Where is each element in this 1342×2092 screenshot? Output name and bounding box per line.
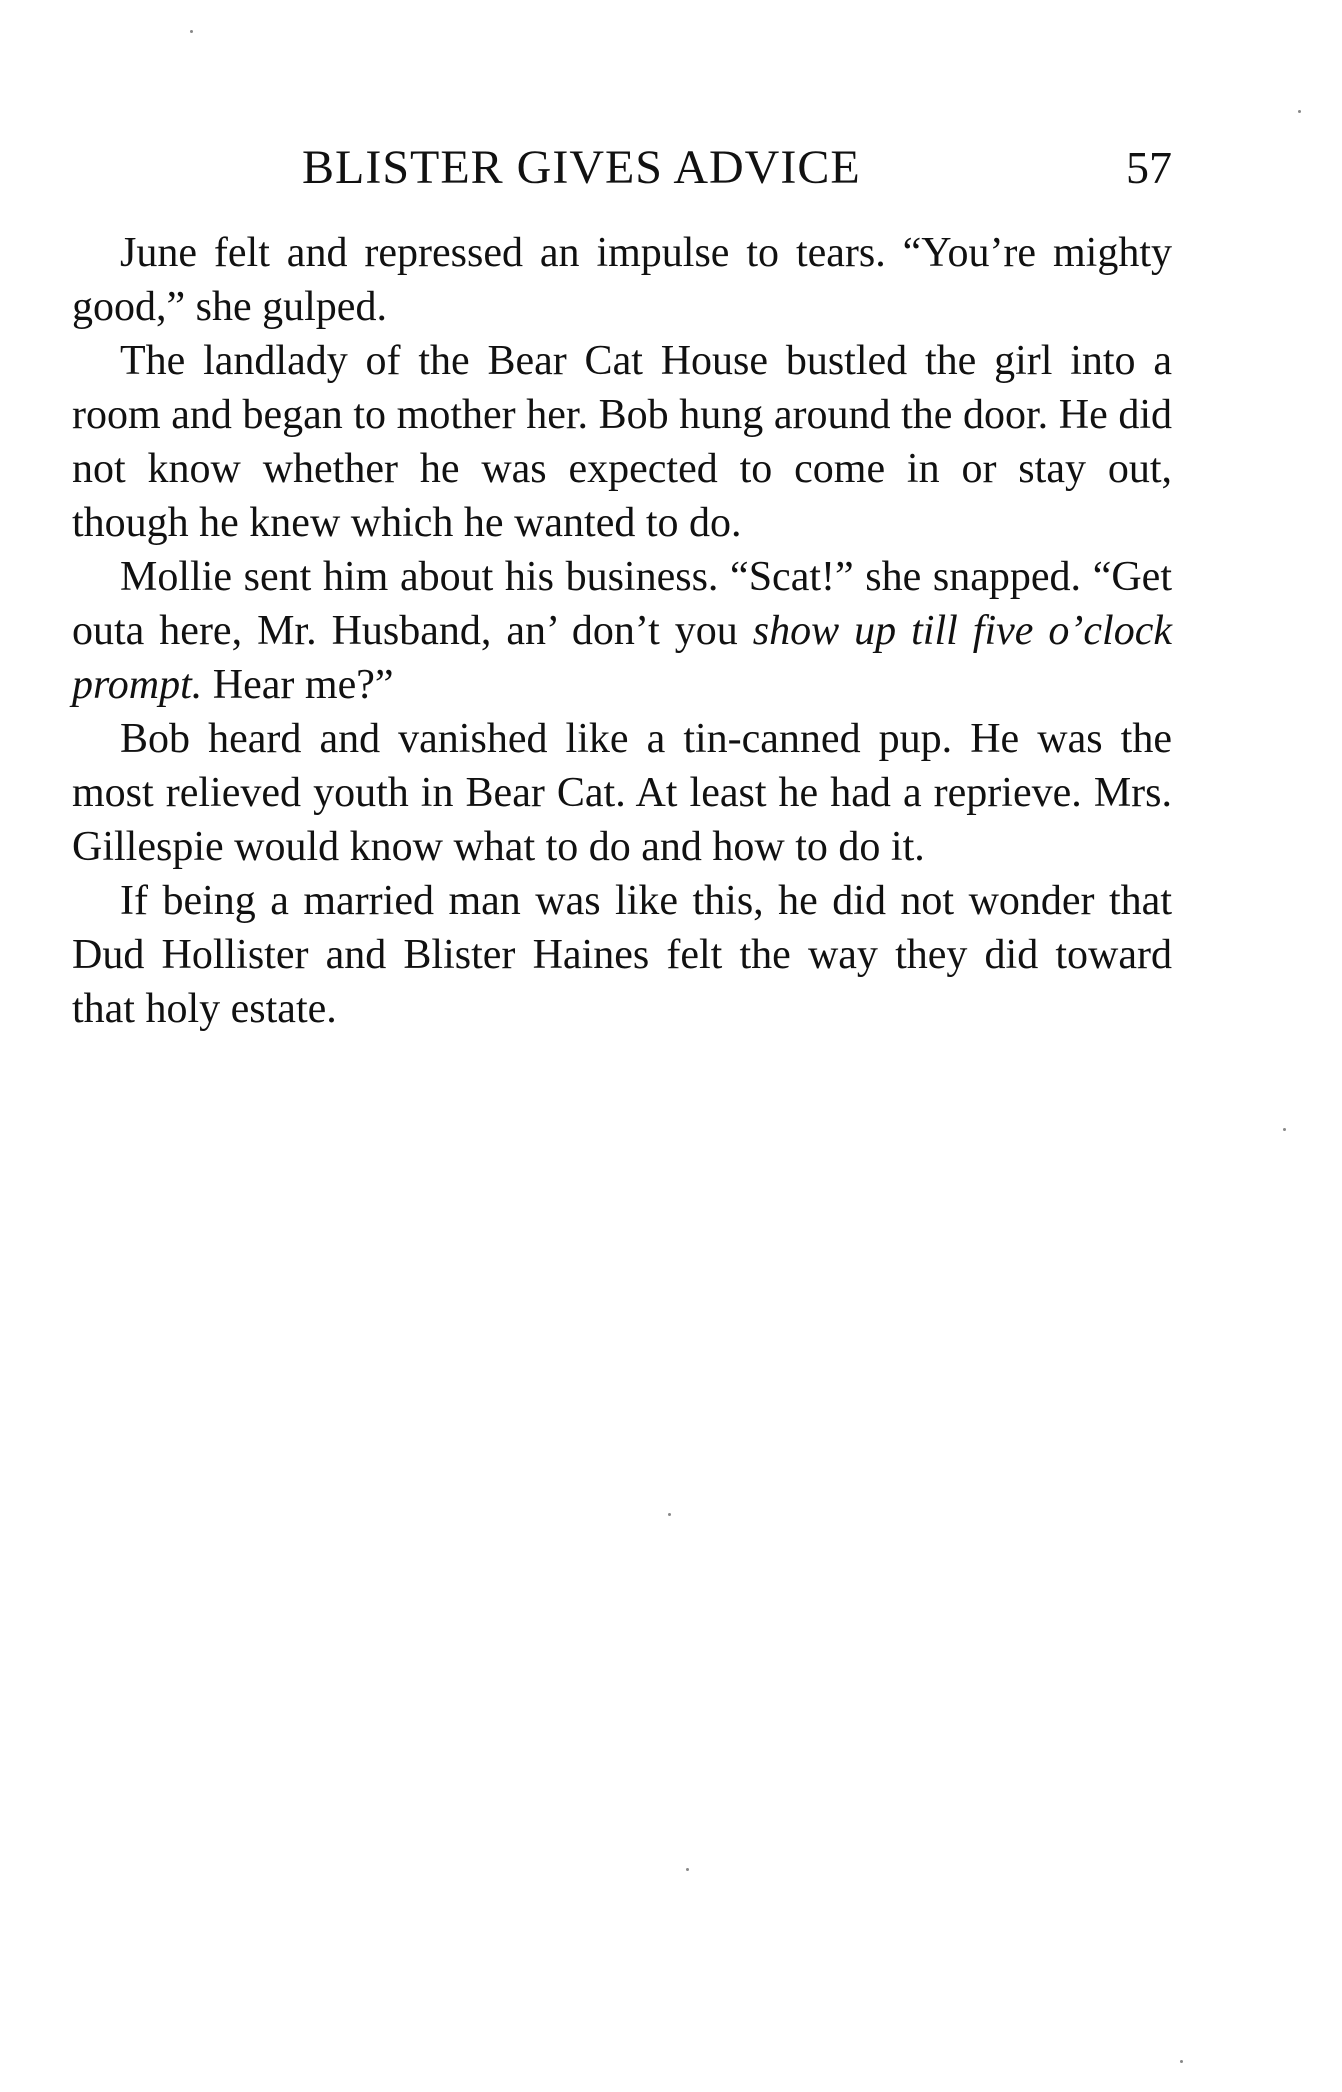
paragraph-text: Hear me?” <box>202 662 394 708</box>
page-header <box>72 140 1172 200</box>
scan-speck <box>1298 110 1301 113</box>
running-head: BLISTER GIVES ADVICE <box>302 141 861 194</box>
body-text <box>72 226 1172 1036</box>
italic-text: show up till five o’clock prompt. <box>72 608 1172 708</box>
scan-speck <box>686 1868 689 1871</box>
scan-speck <box>1283 1128 1286 1131</box>
paragraph: June felt and repressed an impulse to tears. “You’re mighty good,” she gulped. <box>72 230 1172 330</box>
scan-speck <box>1180 2060 1183 2063</box>
paragraph: Bob heard and vanished like a tin-canned pup. He was the most relieved youth in Bear Cat. At least he had a reprieve. Mrs. Gillespie would know what to do and how to do it. <box>72 716 1172 870</box>
paragraph: If being a married man was like this, he did not wonder that Dud Hollister and Blister Haines felt the way they did toward that holy estate. <box>72 878 1172 1032</box>
paragraph-text: Mollie sent him about his business. “Scat!” she snapped. “Get outa here, Mr. Husband, an’ don’t you <box>72 554 1172 654</box>
paragraph <box>72 550 1172 712</box>
page-number: 57 <box>1126 142 1172 193</box>
scan-speck <box>668 1513 671 1516</box>
paragraph: The landlady of the Bear Cat House bustled the girl into a room and began to mother her. Bob hung around the door. He did not know whether he was expected to come in or stay out, though he knew which he wanted to do. <box>72 338 1172 546</box>
scan-speck <box>190 30 193 33</box>
